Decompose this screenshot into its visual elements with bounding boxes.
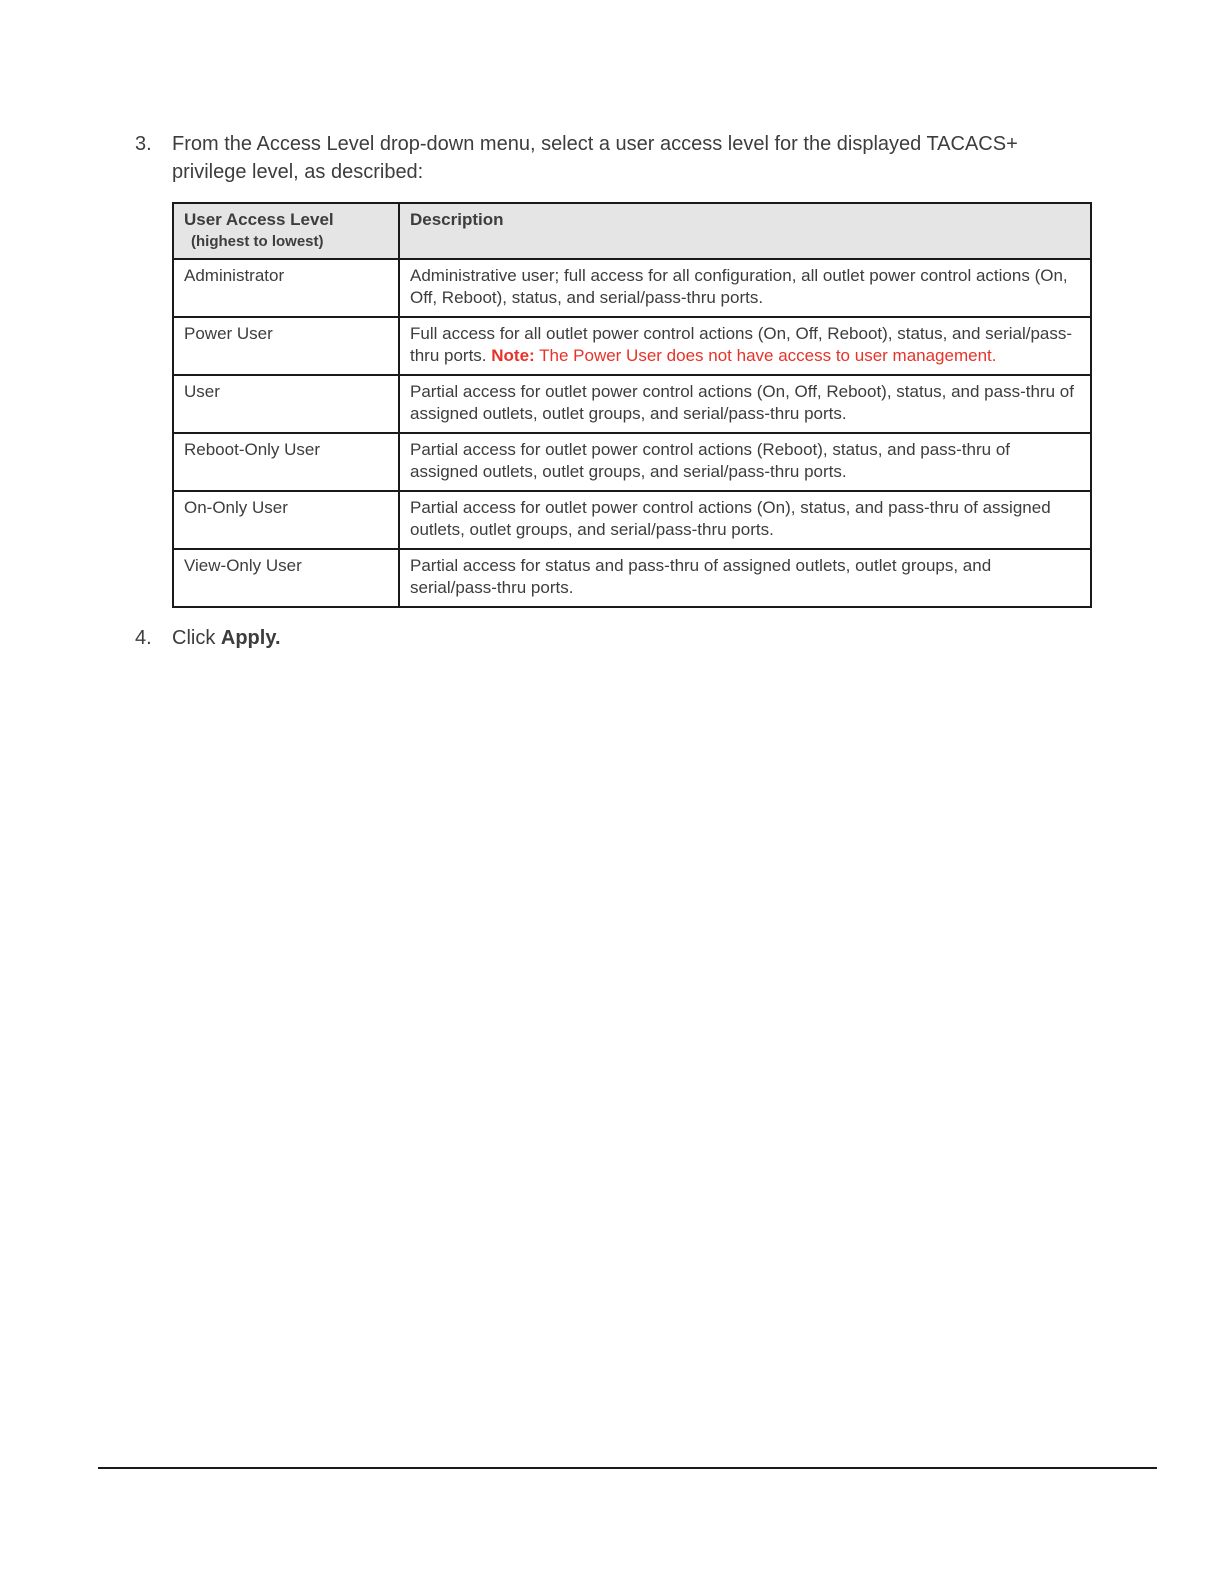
cell-description: Partial access for outlet power control actions (On), status, and pass-thru of assigned outlets, outlet groups, and serial/pass-thru ports. — [399, 491, 1091, 549]
cell-access-level: Reboot-Only User — [173, 433, 399, 491]
step-4-text — [172, 624, 1062, 652]
cell-access-level: Administrator — [173, 259, 399, 317]
col-header-title: User Access Level — [184, 210, 334, 229]
page-content — [0, 0, 1224, 652]
cell-description: Administrative user; full access for all configuration, all outlet power control actions (On, Off, Reboot), status, and serial/pass-thru ports. — [399, 259, 1091, 317]
table-row-administrator — [173, 259, 1091, 317]
table-row-power-user — [173, 317, 1091, 375]
cell-description: Partial access for outlet power control actions (Reboot), status, and pass-thru of assigned outlets, outlet groups, and serial/pass-thru ports. — [399, 433, 1091, 491]
cell-access-level: On-Only User — [173, 491, 399, 549]
cell-access-level: View-Only User — [173, 549, 399, 607]
cell-description: Partial access for status and pass-thru of assigned outlets, outlet groups, and serial/pass-thru ports. — [399, 549, 1091, 607]
note-label: Note: — [491, 346, 535, 365]
table-body — [173, 259, 1091, 607]
step-3-text: From the Access Level drop-down menu, select a user access level for the displayed TACACS+ privilege level, as described: — [172, 133, 1018, 183]
cell-description — [399, 317, 1091, 375]
step-4 — [0, 624, 1224, 652]
table-row-reboot-only-user — [173, 433, 1091, 491]
col-header-title: Description — [410, 210, 504, 229]
table-row-view-only-user — [173, 549, 1091, 607]
step-4-text-before: Click — [172, 627, 221, 649]
col-header-user-access-level — [173, 203, 399, 259]
apply-label: Apply. — [220, 627, 281, 649]
footer-rule — [98, 1467, 1157, 1469]
step-3 — [0, 130, 1224, 186]
note-text: The Power User does not have access to user management. — [534, 346, 997, 365]
cell-description: Partial access for outlet power control actions (On, Off, Reboot), status, and pass-thru of assigned outlets, outlet groups, and serial/pass-thru ports. — [399, 375, 1091, 433]
col-header-subtitle: (highest to lowest) — [191, 233, 324, 250]
step-4-number: 4. — [135, 627, 152, 649]
cell-access-level: User — [173, 375, 399, 433]
table-header — [173, 203, 1091, 259]
step-3-number: 3. — [135, 133, 152, 155]
cell-access-level: Power User — [173, 317, 399, 375]
header-row — [173, 203, 1091, 259]
table-row-on-only-user — [173, 491, 1091, 549]
col-header-description — [399, 203, 1091, 259]
table-row-user — [173, 375, 1091, 433]
description-text: Full access for all outlet power control actions (On, Off, Reboot), status, and serial/pass-thru ports. — [410, 324, 1073, 365]
access-levels-table — [172, 202, 1092, 608]
